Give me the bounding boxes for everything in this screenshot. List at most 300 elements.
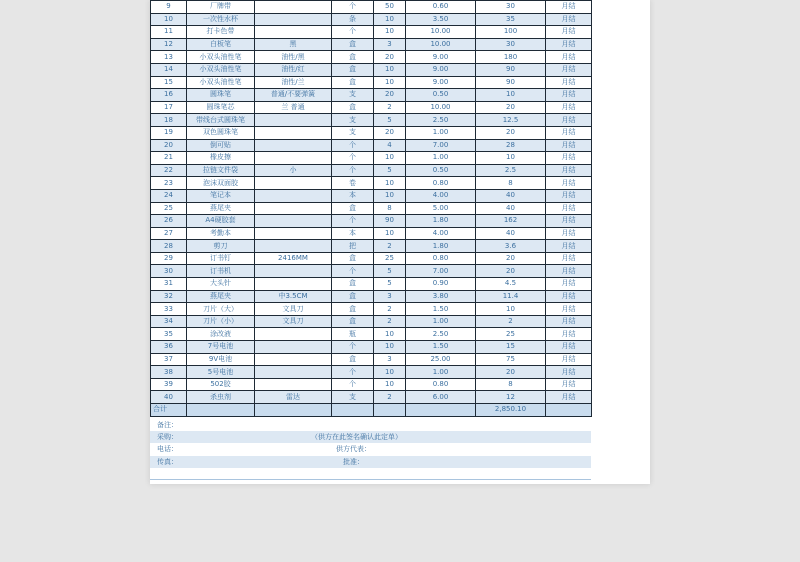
cell-spec bbox=[255, 139, 332, 152]
cell-qty: 2 bbox=[374, 303, 406, 316]
cell-no: 23 bbox=[151, 177, 187, 190]
cell-payment: 月结 bbox=[546, 391, 592, 404]
cell-unit: 支 bbox=[332, 89, 374, 102]
cell-unit: 本 bbox=[332, 189, 374, 202]
cell-name: 倒可贴 bbox=[187, 139, 255, 152]
cell-name: 厂牌带 bbox=[187, 1, 255, 14]
cell-price: 0.80 bbox=[406, 177, 476, 190]
cell-payment: 月结 bbox=[546, 38, 592, 51]
cell-payment: 月结 bbox=[546, 152, 592, 165]
cell-amount: 10 bbox=[476, 89, 546, 102]
cell-payment: 月结 bbox=[546, 303, 592, 316]
cell-spec: 中3.5CM bbox=[255, 290, 332, 303]
cell-unit: 个 bbox=[332, 341, 374, 354]
table-row bbox=[151, 189, 592, 202]
table-row bbox=[151, 164, 592, 177]
cell-amount: 4.5 bbox=[476, 278, 546, 291]
cell-name: 5号电池 bbox=[187, 366, 255, 379]
cell-no: 19 bbox=[151, 126, 187, 139]
cell-name: 刀片（大） bbox=[187, 303, 255, 316]
cell-payment: 月结 bbox=[546, 315, 592, 328]
cell-amount: 8 bbox=[476, 177, 546, 190]
cell-price: 7.00 bbox=[406, 139, 476, 152]
cell-unit: 盒 bbox=[332, 353, 374, 366]
cell-spec bbox=[255, 1, 332, 14]
cell-no: 28 bbox=[151, 240, 187, 253]
cell-qty: 10 bbox=[374, 378, 406, 391]
cell-no: 11 bbox=[151, 26, 187, 39]
table-row bbox=[151, 366, 592, 379]
cell-spec bbox=[255, 227, 332, 240]
cell-amount: 20 bbox=[476, 101, 546, 114]
cell-unit: 盒 bbox=[332, 51, 374, 64]
cell-no: 18 bbox=[151, 114, 187, 127]
table-row bbox=[151, 76, 592, 89]
cell-price: 1.50 bbox=[406, 303, 476, 316]
cell-payment: 月结 bbox=[546, 76, 592, 89]
cell-amount: 2.5 bbox=[476, 164, 546, 177]
table-row bbox=[151, 378, 592, 391]
cell-unit: 瓶 bbox=[332, 328, 374, 341]
cell-spec: 黑 bbox=[255, 38, 332, 51]
cell-name: 刀片（小） bbox=[187, 315, 255, 328]
cell-payment: 月结 bbox=[546, 51, 592, 64]
cell-price: 7.00 bbox=[406, 265, 476, 278]
cell-qty: 5 bbox=[374, 278, 406, 291]
cell-qty: 20 bbox=[374, 89, 406, 102]
cell-spec bbox=[255, 353, 332, 366]
cell-qty: 5 bbox=[374, 114, 406, 127]
cell-spec: 文具刀 bbox=[255, 315, 332, 328]
table-row bbox=[151, 63, 592, 76]
cell-amount: 12.5 bbox=[476, 114, 546, 127]
cell-qty: 25 bbox=[374, 252, 406, 265]
cell-price: 1.80 bbox=[406, 240, 476, 253]
cell-name: 打卡色带 bbox=[187, 26, 255, 39]
cell-name: 燕尾夹 bbox=[187, 202, 255, 215]
cell-spec bbox=[255, 152, 332, 165]
cell-name: 涂改液 bbox=[187, 328, 255, 341]
cell-name: 杀虫剂 bbox=[187, 391, 255, 404]
cell-unit: 盒 bbox=[332, 101, 374, 114]
cell-spec: 油性/红 bbox=[255, 63, 332, 76]
table-row bbox=[151, 101, 592, 114]
phone-row bbox=[150, 443, 591, 455]
cell-no: 38 bbox=[151, 366, 187, 379]
cell-no: 29 bbox=[151, 252, 187, 265]
cell-price: 5.00 bbox=[406, 202, 476, 215]
cell-amount: 40 bbox=[476, 189, 546, 202]
table-row bbox=[151, 265, 592, 278]
cell-spec: 兰 普通 bbox=[255, 101, 332, 114]
cell-payment: 月结 bbox=[546, 89, 592, 102]
cell-price: 2.50 bbox=[406, 114, 476, 127]
cell-price: 1.00 bbox=[406, 315, 476, 328]
cell-qty: 50 bbox=[374, 1, 406, 14]
cell-amount: 10 bbox=[476, 303, 546, 316]
cell-amount: 20 bbox=[476, 366, 546, 379]
cell-payment: 月结 bbox=[546, 278, 592, 291]
cell-payment: 月结 bbox=[546, 177, 592, 190]
cell-no: 34 bbox=[151, 315, 187, 328]
table-row bbox=[151, 391, 592, 404]
cell-spec: 小 bbox=[255, 164, 332, 177]
cell-no: 37 bbox=[151, 353, 187, 366]
cell-qty: 10 bbox=[374, 227, 406, 240]
table-row bbox=[151, 315, 592, 328]
table-row bbox=[151, 240, 592, 253]
cell-no: 14 bbox=[151, 63, 187, 76]
cell-price: 2.50 bbox=[406, 328, 476, 341]
cell-spec: 文具刀 bbox=[255, 303, 332, 316]
purchase-label: 采购： bbox=[157, 433, 178, 441]
cell-no: 26 bbox=[151, 215, 187, 228]
cell-no: 35 bbox=[151, 328, 187, 341]
cell-unit: 个 bbox=[332, 152, 374, 165]
total-amount: 2,850.10 bbox=[476, 404, 546, 417]
table-row bbox=[151, 89, 592, 102]
cell-name: 橡皮擦 bbox=[187, 152, 255, 165]
cell-amount: 20 bbox=[476, 252, 546, 265]
cell-amount: 10 bbox=[476, 152, 546, 165]
cell-qty: 2 bbox=[374, 315, 406, 328]
approval-label: 批准： bbox=[343, 458, 364, 466]
cell-payment: 月结 bbox=[546, 215, 592, 228]
cell-no: 40 bbox=[151, 391, 187, 404]
cell-price: 0.80 bbox=[406, 252, 476, 265]
cell-no: 12 bbox=[151, 38, 187, 51]
cell-payment: 月结 bbox=[546, 202, 592, 215]
cell-qty: 8 bbox=[374, 202, 406, 215]
cell-payment bbox=[546, 404, 592, 417]
cell-name: A4硬胶套 bbox=[187, 215, 255, 228]
table-row bbox=[151, 341, 592, 354]
cell-amount: 180 bbox=[476, 51, 546, 64]
table-row bbox=[151, 290, 592, 303]
cell-name: 双色圆珠笔 bbox=[187, 126, 255, 139]
cell-spec bbox=[255, 13, 332, 26]
cell-name: 502胶 bbox=[187, 378, 255, 391]
cell-payment: 月结 bbox=[546, 63, 592, 76]
cell-qty: 10 bbox=[374, 26, 406, 39]
cell-payment: 月结 bbox=[546, 1, 592, 14]
cell-qty bbox=[374, 404, 406, 417]
cell-unit: 支 bbox=[332, 126, 374, 139]
cell-name: 剪刀 bbox=[187, 240, 255, 253]
cell-qty: 5 bbox=[374, 265, 406, 278]
cell-no: 33 bbox=[151, 303, 187, 316]
table-row bbox=[151, 13, 592, 26]
cell-spec: 普通/不要弹簧 bbox=[255, 89, 332, 102]
cell-spec bbox=[255, 366, 332, 379]
cell-no: 9 bbox=[151, 1, 187, 14]
table-row bbox=[151, 177, 592, 190]
cell-spec bbox=[255, 278, 332, 291]
cell-unit: 个 bbox=[332, 215, 374, 228]
cell-payment: 月结 bbox=[546, 126, 592, 139]
cell-spec bbox=[255, 114, 332, 127]
table-row bbox=[151, 227, 592, 240]
table-row bbox=[151, 278, 592, 291]
cell-no: 13 bbox=[151, 51, 187, 64]
cell-spec bbox=[255, 126, 332, 139]
cell-unit: 盒 bbox=[332, 290, 374, 303]
cell-amount: 8 bbox=[476, 378, 546, 391]
cell-qty: 3 bbox=[374, 353, 406, 366]
cell-amount: 12 bbox=[476, 391, 546, 404]
cell-unit: 盒 bbox=[332, 252, 374, 265]
cell-name: 拉链文件袋 bbox=[187, 164, 255, 177]
cell-payment: 月结 bbox=[546, 265, 592, 278]
cell-name: 7号电池 bbox=[187, 341, 255, 354]
cell-price: 3.50 bbox=[406, 13, 476, 26]
cell-amount: 2 bbox=[476, 315, 546, 328]
cell-price: 4.00 bbox=[406, 227, 476, 240]
cell-qty: 3 bbox=[374, 290, 406, 303]
cell-qty: 5 bbox=[374, 164, 406, 177]
cell-name: 圆珠笔芯 bbox=[187, 101, 255, 114]
table-row bbox=[151, 114, 592, 127]
cell-name: 圆珠笔 bbox=[187, 89, 255, 102]
cell-no: 36 bbox=[151, 341, 187, 354]
cell-qty: 90 bbox=[374, 215, 406, 228]
cell-amount: 20 bbox=[476, 265, 546, 278]
cell-price: 10.00 bbox=[406, 38, 476, 51]
cell-unit: 个 bbox=[332, 1, 374, 14]
cell-unit: 盒 bbox=[332, 202, 374, 215]
cell-price: 4.00 bbox=[406, 189, 476, 202]
cell-name: 笔记本 bbox=[187, 189, 255, 202]
table-row bbox=[151, 328, 592, 341]
fax-row bbox=[150, 456, 591, 468]
cell-spec bbox=[255, 404, 332, 417]
cell-unit: 个 bbox=[332, 265, 374, 278]
cell-amount: 28 bbox=[476, 139, 546, 152]
cell-name: 燕尾夹 bbox=[187, 290, 255, 303]
cell-payment: 月结 bbox=[546, 378, 592, 391]
cell-payment: 月结 bbox=[546, 341, 592, 354]
cell-unit: 个 bbox=[332, 26, 374, 39]
cell-qty: 2 bbox=[374, 391, 406, 404]
cell-no: 10 bbox=[151, 13, 187, 26]
cell-amount: 30 bbox=[476, 38, 546, 51]
cell-unit: 盒 bbox=[332, 315, 374, 328]
supplier-rep-label: 供方代表： bbox=[336, 445, 371, 453]
table-row bbox=[151, 26, 592, 39]
cell-no: 31 bbox=[151, 278, 187, 291]
cell-spec bbox=[255, 265, 332, 278]
cell-qty: 3 bbox=[374, 38, 406, 51]
cell-spec: 雷达 bbox=[255, 391, 332, 404]
cell-price bbox=[406, 404, 476, 417]
cell-price: 0.60 bbox=[406, 1, 476, 14]
total-label: 合计 bbox=[151, 404, 187, 417]
cell-qty: 2 bbox=[374, 101, 406, 114]
cell-qty: 10 bbox=[374, 341, 406, 354]
cell-name: 小双头油性笔 bbox=[187, 63, 255, 76]
cell-amount: 25 bbox=[476, 328, 546, 341]
cell-price: 0.50 bbox=[406, 164, 476, 177]
cell-payment: 月结 bbox=[546, 290, 592, 303]
cell-payment: 月结 bbox=[546, 189, 592, 202]
cell-spec bbox=[255, 341, 332, 354]
cell-no: 16 bbox=[151, 89, 187, 102]
cell-unit: 支 bbox=[332, 391, 374, 404]
table-row bbox=[151, 303, 592, 316]
sheet-bottom-rule bbox=[150, 479, 591, 480]
cell-unit: 支 bbox=[332, 114, 374, 127]
cell-price: 9.00 bbox=[406, 63, 476, 76]
cell-qty: 10 bbox=[374, 328, 406, 341]
cell-qty: 4 bbox=[374, 139, 406, 152]
cell-no: 22 bbox=[151, 164, 187, 177]
cell-amount: 40 bbox=[476, 227, 546, 240]
table-row bbox=[151, 126, 592, 139]
cell-payment: 月结 bbox=[546, 101, 592, 114]
table-row bbox=[151, 215, 592, 228]
table-row bbox=[151, 139, 592, 152]
cell-name: 订书机 bbox=[187, 265, 255, 278]
cell-unit: 条 bbox=[332, 13, 374, 26]
total-row bbox=[151, 404, 592, 417]
cell-price: 1.00 bbox=[406, 366, 476, 379]
cell-price: 3.80 bbox=[406, 290, 476, 303]
cell-qty: 20 bbox=[374, 126, 406, 139]
cell-amount: 100 bbox=[476, 26, 546, 39]
cell-spec bbox=[255, 177, 332, 190]
cell-payment: 月结 bbox=[546, 366, 592, 379]
cell-price: 25.00 bbox=[406, 353, 476, 366]
cell-qty: 10 bbox=[374, 63, 406, 76]
cell-price: 1.80 bbox=[406, 215, 476, 228]
cell-unit: 个 bbox=[332, 366, 374, 379]
cell-name: 小双头油性笔 bbox=[187, 76, 255, 89]
cell-no: 20 bbox=[151, 139, 187, 152]
cell-spec bbox=[255, 215, 332, 228]
purchase-order-table bbox=[150, 0, 592, 417]
cell-name: 小双头油性笔 bbox=[187, 51, 255, 64]
cell-payment: 月结 bbox=[546, 353, 592, 366]
cell-spec bbox=[255, 202, 332, 215]
cell-amount: 75 bbox=[476, 353, 546, 366]
cell-price: 0.90 bbox=[406, 278, 476, 291]
cell-unit: 盒 bbox=[332, 38, 374, 51]
cell-payment: 月结 bbox=[546, 227, 592, 240]
cell-amount: 162 bbox=[476, 215, 546, 228]
cell-spec bbox=[255, 240, 332, 253]
cell-qty: 10 bbox=[374, 152, 406, 165]
cell-amount: 90 bbox=[476, 63, 546, 76]
cell-price: 0.50 bbox=[406, 89, 476, 102]
cell-payment: 月结 bbox=[546, 13, 592, 26]
cell-spec: 油性/兰 bbox=[255, 76, 332, 89]
cell-payment: 月结 bbox=[546, 139, 592, 152]
cell-qty: 10 bbox=[374, 177, 406, 190]
remarks-row bbox=[150, 419, 591, 431]
cell-unit: 盒 bbox=[332, 278, 374, 291]
cell-name: 泡沫双面胶 bbox=[187, 177, 255, 190]
cell-unit: 个 bbox=[332, 139, 374, 152]
cell-unit: 把 bbox=[332, 240, 374, 253]
cell-price: 9.00 bbox=[406, 51, 476, 64]
cell-payment: 月结 bbox=[546, 114, 592, 127]
cell-payment: 月结 bbox=[546, 252, 592, 265]
cell-unit: 盒 bbox=[332, 63, 374, 76]
cell-price: 9.00 bbox=[406, 76, 476, 89]
cell-amount: 11.4 bbox=[476, 290, 546, 303]
cell-price: 0.80 bbox=[406, 378, 476, 391]
cell-no: 30 bbox=[151, 265, 187, 278]
cell-name bbox=[187, 404, 255, 417]
cell-qty: 10 bbox=[374, 189, 406, 202]
table-row bbox=[151, 38, 592, 51]
cell-no: 21 bbox=[151, 152, 187, 165]
table-row bbox=[151, 202, 592, 215]
cell-no: 25 bbox=[151, 202, 187, 215]
cell-name: 9V电池 bbox=[187, 353, 255, 366]
cell-name: 考勤本 bbox=[187, 227, 255, 240]
cell-unit: 卷 bbox=[332, 177, 374, 190]
cell-price: 10.00 bbox=[406, 26, 476, 39]
remarks-label: 备注： bbox=[157, 421, 178, 429]
cell-no: 27 bbox=[151, 227, 187, 240]
cell-spec bbox=[255, 328, 332, 341]
cell-qty: 10 bbox=[374, 13, 406, 26]
cell-amount: 20 bbox=[476, 126, 546, 139]
cell-amount: 30 bbox=[476, 1, 546, 14]
cell-spec: 2416MM bbox=[255, 252, 332, 265]
cell-spec bbox=[255, 378, 332, 391]
table-row bbox=[151, 252, 592, 265]
cell-name: 订书钉 bbox=[187, 252, 255, 265]
cell-no: 32 bbox=[151, 290, 187, 303]
table-row bbox=[151, 353, 592, 366]
cell-no: 17 bbox=[151, 101, 187, 114]
purchase-row bbox=[150, 431, 591, 443]
cell-qty: 20 bbox=[374, 51, 406, 64]
cell-payment: 月结 bbox=[546, 240, 592, 253]
table-row bbox=[151, 51, 592, 64]
cell-unit: 本 bbox=[332, 227, 374, 240]
cell-price: 10.00 bbox=[406, 101, 476, 114]
cell-unit: 个 bbox=[332, 164, 374, 177]
cell-amount: 15 bbox=[476, 341, 546, 354]
cell-name: 大头针 bbox=[187, 278, 255, 291]
cell-amount: 90 bbox=[476, 76, 546, 89]
cell-spec: 油性/黑 bbox=[255, 51, 332, 64]
table-row bbox=[151, 1, 592, 14]
cell-price: 6.00 bbox=[406, 391, 476, 404]
cell-payment: 月结 bbox=[546, 26, 592, 39]
cell-no: 39 bbox=[151, 378, 187, 391]
cell-no: 24 bbox=[151, 189, 187, 202]
cell-no: 15 bbox=[151, 76, 187, 89]
cell-price: 1.00 bbox=[406, 152, 476, 165]
phone-label: 电话： bbox=[157, 445, 178, 453]
cell-name: 带线台式圆珠笔 bbox=[187, 114, 255, 127]
fax-label: 传真： bbox=[157, 458, 178, 466]
table-row bbox=[151, 152, 592, 165]
cell-amount: 40 bbox=[476, 202, 546, 215]
cell-payment: 月结 bbox=[546, 328, 592, 341]
cell-qty: 2 bbox=[374, 240, 406, 253]
cell-name: 白板笔 bbox=[187, 38, 255, 51]
cell-name: 一次性水杯 bbox=[187, 13, 255, 26]
cell-spec bbox=[255, 189, 332, 202]
cell-unit bbox=[332, 404, 374, 417]
cell-unit: 盒 bbox=[332, 76, 374, 89]
cell-unit: 盒 bbox=[332, 303, 374, 316]
